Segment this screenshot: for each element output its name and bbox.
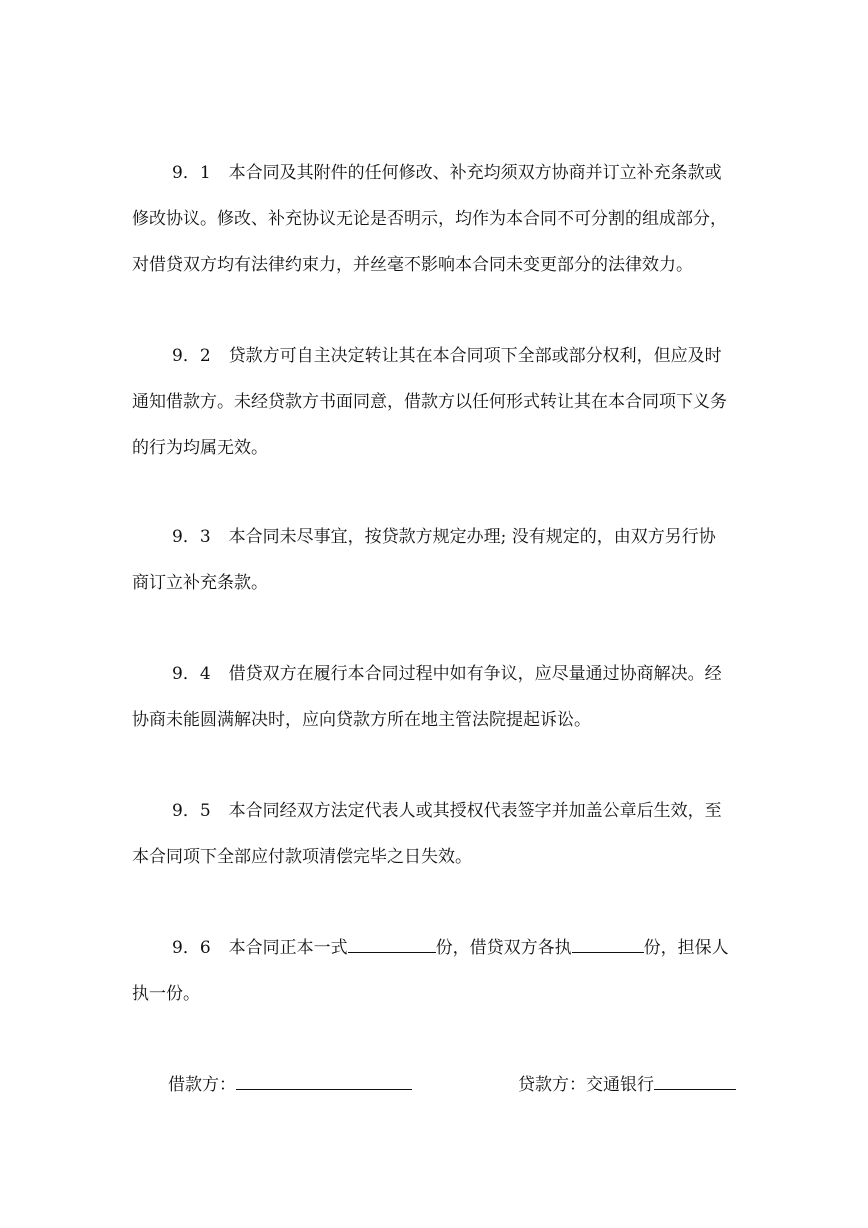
- clause-text: 修改协议。修改、补充协议无论是否明示，均作为本合同不可分割的组成部分，: [132, 209, 727, 229]
- borrower-signature: [168, 1062, 412, 1108]
- clause-number: 9．3: [172, 527, 211, 547]
- borrower-label: 借款方：: [168, 1075, 236, 1095]
- clause-text: 的行为均属无效。: [132, 438, 268, 458]
- clause-9-3: [132, 514, 742, 606]
- clause-number: 9．6: [172, 938, 211, 958]
- clause-text: 贷款方可自主决定转让其在本合同项下全部或部分权利，但应及时: [228, 346, 722, 366]
- lender-signature-blank[interactable]: [654, 1067, 736, 1090]
- clause-9-2: [132, 333, 742, 471]
- clause-text: 通知借款方。未经贷款方书面同意，借款方以任何形式转让其在本合同项下义务: [132, 392, 727, 412]
- copies-each-blank[interactable]: [572, 930, 644, 953]
- borrower-signature-blank[interactable]: [236, 1067, 412, 1090]
- clause-text: 本合同项下全部应付款项清偿完毕之日失效。: [132, 847, 472, 867]
- copies-total-blank[interactable]: [348, 930, 436, 953]
- clause-text: 本合同及其附件的任何修改、补充均须双方协商并订立补充条款或: [228, 163, 722, 183]
- clause-text: 协商未能圆满解决时，应向贷款方所在地主管法院提起诉讼。: [132, 710, 591, 730]
- clause-text: 本合同正本一式: [228, 938, 348, 958]
- clause-number: 9．4: [172, 664, 211, 684]
- clause-text: 本合同未尽事宜，按贷款方规定办理; 没有规定的，由双方另行协: [228, 527, 716, 547]
- clause-text: 对借贷双方均有法律约束力，并丝毫不影响本合同未变更部分的法律效力。: [132, 255, 693, 275]
- lender-signature: [518, 1062, 736, 1108]
- lender-label: 贷款方：交通银行: [518, 1075, 654, 1095]
- clause-9-6: [132, 925, 742, 1017]
- clause-number: 9．2: [172, 346, 211, 366]
- clause-text: 份，借贷双方各执: [435, 938, 572, 958]
- clause-text: 借贷双方在履行本合同过程中如有争议，应尽量通过协商解决。经: [228, 664, 722, 684]
- clause-number: 9．1: [172, 163, 211, 183]
- clause-text: 本合同经双方法定代表人或其授权代表签字并加盖公章后生效，至: [228, 801, 722, 821]
- clause-number: 9．5: [172, 801, 211, 821]
- clause-9-5: [132, 788, 742, 880]
- clause-text: 份，担保人: [643, 938, 729, 958]
- clause-text: 商订立补充条款。: [132, 573, 268, 593]
- clause-9-1: [132, 150, 742, 288]
- clause-text: 执一份。: [132, 984, 200, 1004]
- clause-9-4: [132, 651, 742, 743]
